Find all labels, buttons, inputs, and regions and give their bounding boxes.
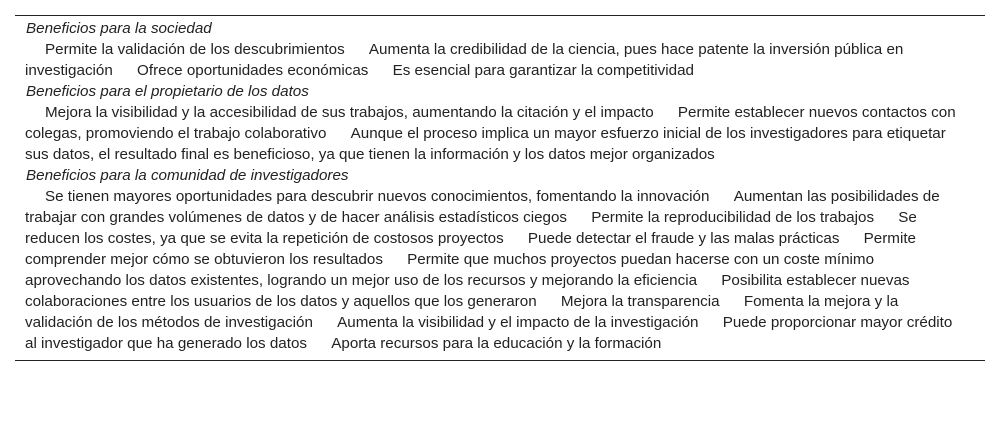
- benefit-item: Mejora la visibilidad y la accesibilidad de sus trabajos, aumentando la citación y el impacto: [45, 104, 654, 121]
- section-heading-society: Beneficios para la sociedad: [26, 20, 212, 37]
- benefit-item: Permite establecer nuevos contactos con colegas, promoviendo el trabajo colaborativo: [25, 104, 956, 142]
- benefit-item: Puede detectar el fraude y las malas prácticas: [527, 230, 840, 247]
- benefit-item: Aunque el proceso implica un mayor esfuerzo inicial de los investigadores para etiquetar sus datos, el resultado final es beneficioso, ya que tienen la información y los datos mejor organizados: [25, 125, 946, 163]
- benefit-item: Puede proporcionar mayor crédito al investigador que ha generado los datos: [25, 314, 953, 352]
- benefit-item: Aumentan las posibilidades de trabajar con grandes volúmenes de datos y de hacer análisis estadísticos ciegos: [25, 188, 940, 226]
- section-body-research-community: [15, 186, 985, 354]
- benefit-item: Permite la validación de los descubrimientos: [45, 41, 345, 58]
- section-body-society: [15, 39, 985, 81]
- section-heading-data-owner: Beneficios para el propietario de los datos: [26, 83, 309, 100]
- benefit-item: Aumenta la visibilidad y el impacto de la investigación: [337, 314, 699, 331]
- section-body-data-owner: [15, 102, 985, 165]
- benefit-item: Permite que muchos proyectos puedan hacerse con un coste mínimo aprovechando los datos existentes, logrando un mejor uso de los recursos y mejorando la eficiencia: [25, 251, 875, 289]
- benefit-item: Se reducen los costes, ya que se evita la repetición de costosos proyectos: [25, 209, 917, 247]
- benefit-item: Ofrece oportunidades económicas: [137, 62, 369, 79]
- benefit-item: Permite la reproducibilidad de los trabajos: [591, 209, 875, 226]
- benefit-item: Permite comprender mejor cómo se obtuvieron los resultados: [25, 230, 916, 268]
- benefit-item: Fomenta la mejora y la validación de los métodos de investigación: [25, 293, 899, 331]
- benefit-item: Aporta recursos para la educación y la formación: [331, 335, 662, 352]
- benefit-item: Posibilita establecer nuevas colaboraciones entre los usuarios de los datos y aquellos que los generaron: [25, 272, 910, 310]
- benefit-item: Se tienen mayores oportunidades para descubrir nuevos conocimientos, fomentando la innovación: [45, 188, 710, 205]
- benefit-item: Aumenta la credibilidad de la ciencia, pues hace patente la inversión pública en investigación: [25, 41, 904, 79]
- benefits-table: [15, 15, 985, 361]
- section-heading-research-community: Beneficios para la comunidad de investigadores: [26, 167, 349, 184]
- benefit-item: Es esencial para garantizar la competitividad: [392, 62, 694, 79]
- benefit-item: Mejora la transparencia: [560, 293, 720, 310]
